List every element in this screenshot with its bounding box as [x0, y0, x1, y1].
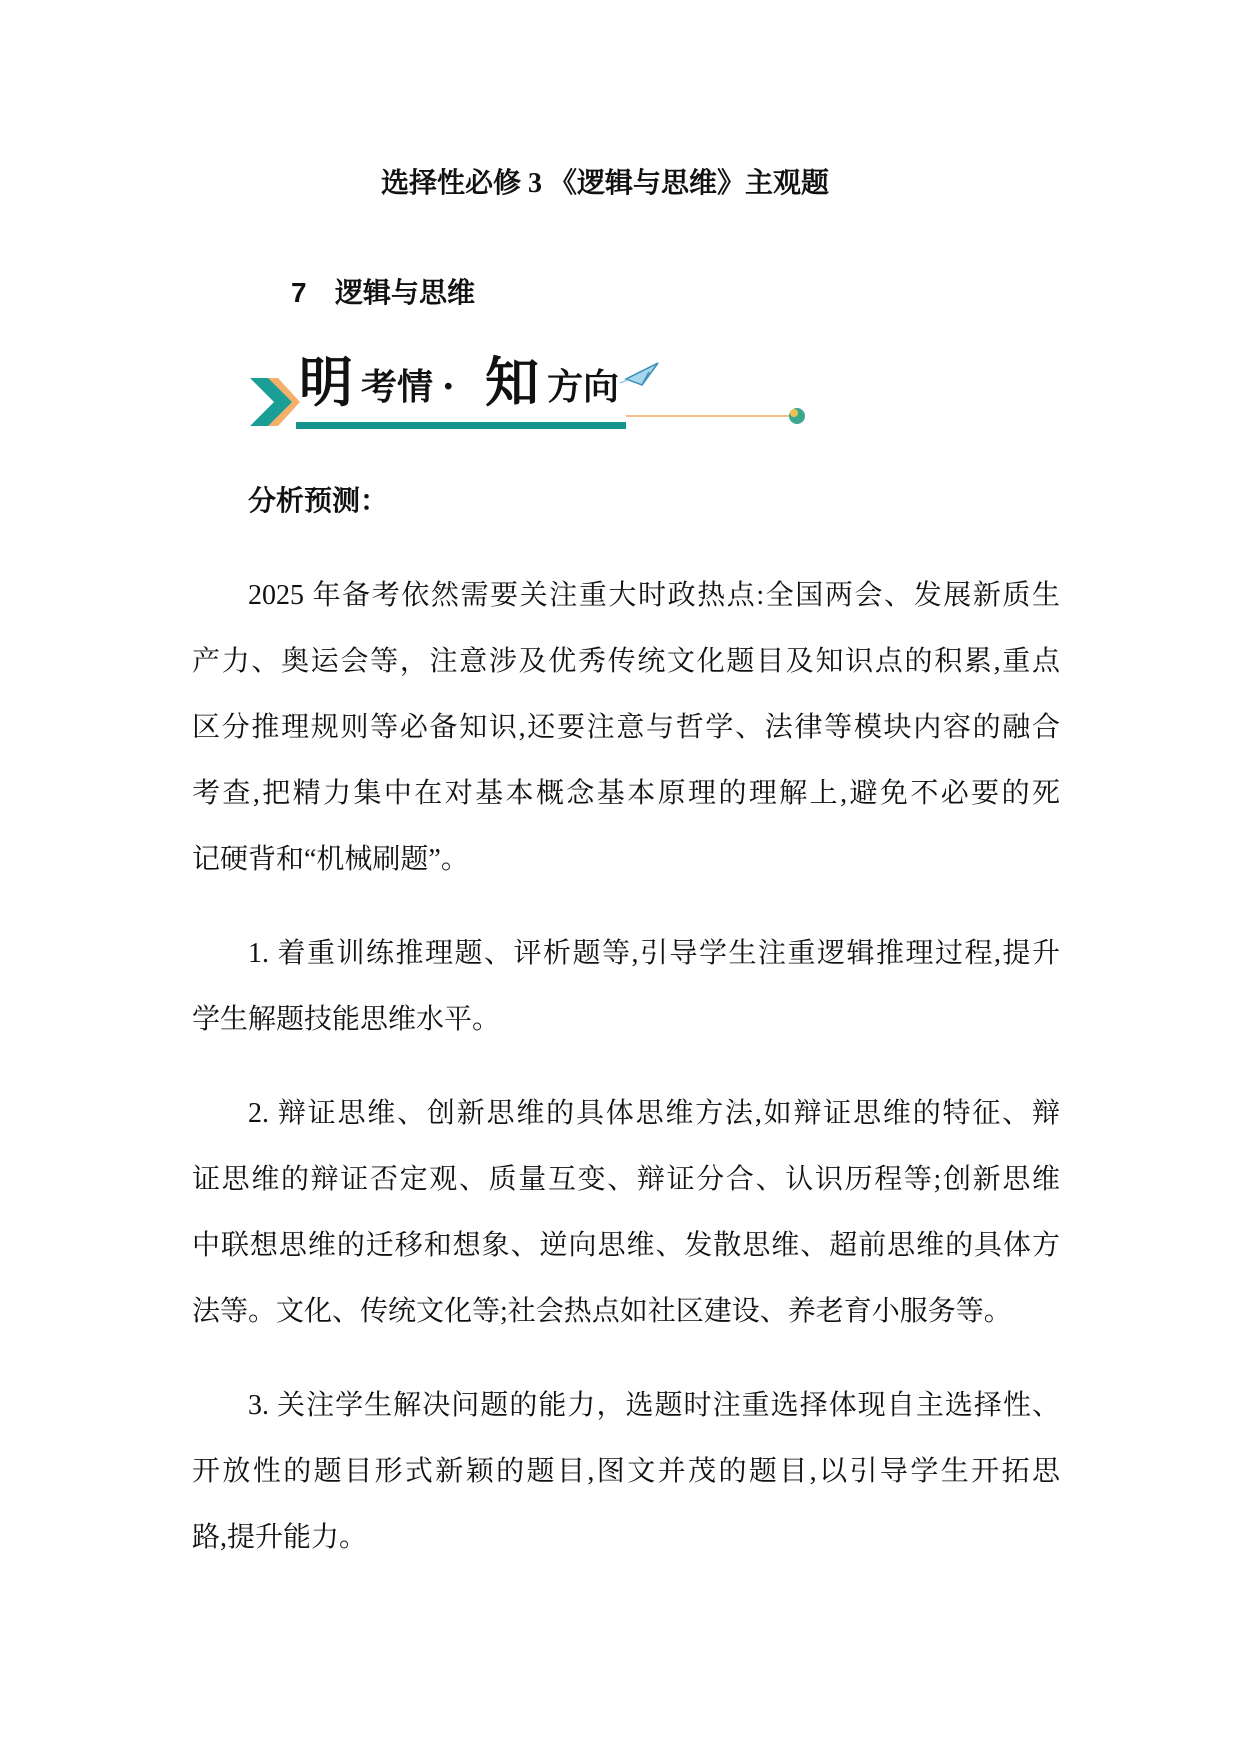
text-line: 2. 辩证思维、创新思维的具体思维方法,如辩证思维的特征、辩	[248, 1098, 1060, 1129]
text-line: 记硬背和“机械刷题”。	[192, 844, 469, 875]
banner-char-zhi: 知	[485, 350, 539, 414]
analysis-heading: 分析预测：	[248, 485, 389, 516]
banner-dot-highlight	[790, 409, 798, 417]
paper-plane-body	[626, 363, 658, 385]
analysis-item-1	[192, 921, 1060, 1053]
section-number: 7	[291, 277, 307, 308]
banner-underline	[296, 422, 626, 429]
text-line: 证思维的辩证否定观、质量互变、辩证分合、认识历程等;创新思维	[192, 1164, 1060, 1195]
analysis-item-3	[192, 1373, 1060, 1571]
text-line: 学生解题技能思维水平。	[192, 1004, 501, 1035]
analysis-item-2	[192, 1081, 1060, 1345]
text-line: 2025 年备考依然需要关注重大时政热点:全国两会、发展新质生	[248, 580, 1060, 611]
text-line: 法等。文化、传统文化等;社会热点如社区建设、养老育小服务等。	[192, 1296, 1012, 1327]
section-heading	[291, 275, 475, 311]
text-line: 产力、奥运会等，注意涉及优秀传统文化题目及知识点的积累,重点	[192, 646, 1060, 677]
text-line: 考查,把精力集中在对基本概念基本原理的理解上,避免不必要的死	[192, 778, 1060, 809]
banner-text-fangxiang: 方向	[547, 366, 620, 408]
banner-text-kaoqing: 考情	[361, 366, 434, 408]
text-line: 1. 着重训练推理题、评析题等,引导学生注重逻辑推理过程,提升	[248, 938, 1060, 969]
text-line: 开放性的题目形式新颖的题目,图文并茂的题目,以引导学生开拓思	[192, 1456, 1060, 1487]
text-line: 路,提升能力。	[192, 1522, 368, 1553]
text-line: 中联想思维的迁移和想象、逆向思维、发散思维、超前思维的具体方	[192, 1230, 1060, 1261]
paper-plane-trail	[620, 380, 628, 383]
banner-char-ming: 明	[299, 350, 353, 414]
chevron-icon	[250, 378, 292, 426]
text-line: 3. 关注学生解决问题的能力，选题时注重选择体现自主选择性、	[248, 1390, 1060, 1421]
section-banner	[248, 345, 808, 435]
banner-separator-dot: ·	[442, 366, 455, 408]
paper-plane-icon	[620, 363, 658, 385]
text-line: 区分推理规则等必备知识,还要注意与哲学、法律等模块内容的融合	[192, 712, 1060, 743]
document-title: 选择性必修 3 《逻辑与思维》主观题	[380, 168, 829, 199]
section-title: 逻辑与思维	[335, 277, 476, 308]
analysis-body	[192, 563, 1060, 1599]
analysis-intro-paragraph	[192, 563, 1060, 893]
